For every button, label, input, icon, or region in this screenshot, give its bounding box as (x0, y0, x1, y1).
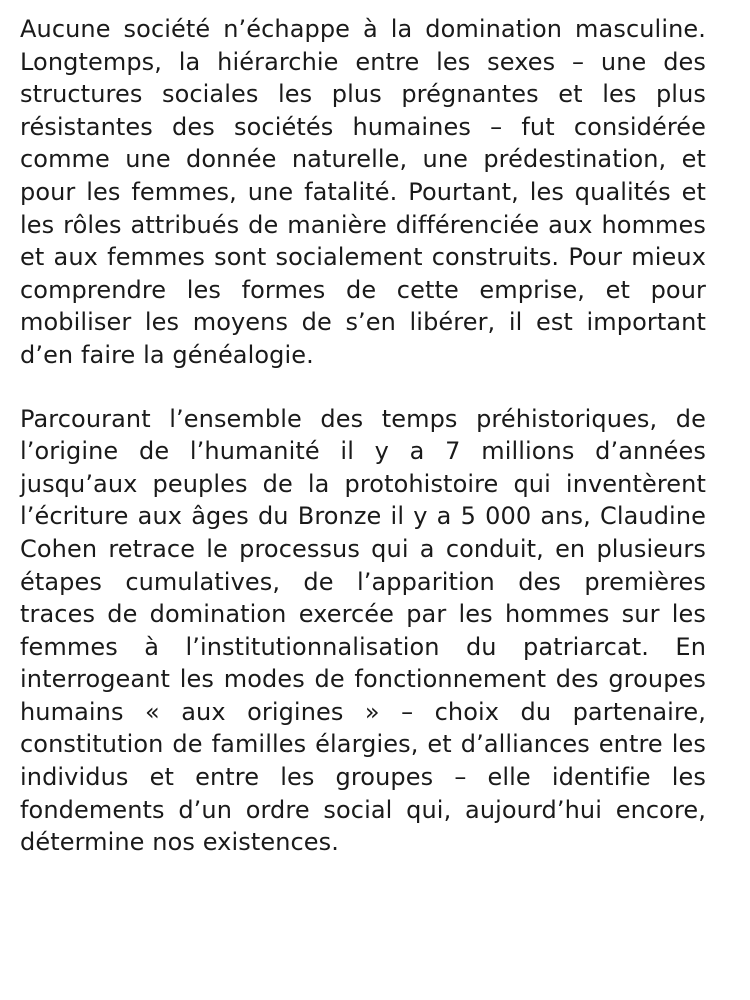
paragraph-summary: Parcourant l’ensemble des temps préhistoriques, de l’origine de l’humanité il y a 7 millions d’années jusqu’aux peuples de la protohistoire qui inventèrent l’écriture aux âges du Bronze il y a 5 000 ans, Claudine Cohen retrace le processus qui a conduit, en plusieurs étapes cumulatives, de l’apparition des premières traces de domination exercée par les hommes sur les femmes à l’institutionnalisation du patriarcat. En interrogeant les modes de fonctionnement des groupes humains « aux origines » – choix du partenaire, constitution de familles élargies, et d’alliances entre les individus et entre les groupes – elle identifie les fondements d’un ordre social qui, aujourd’hui encore, détermine nos existences. (20, 404, 706, 857)
paragraph-intro: Aucune société n’échappe à la domination masculine. Longtemps, la hiérarchie entre les sexes – une des structures sociales les plus prégnantes et les plus résistantes des sociétés humaines – fut considérée comme une donnée naturelle, une prédestination, et pour les femmes, une fatalité. Pourtant, les qualités et les rôles attribués de manière différenciée aux hommes et aux femmes sont socialement construits. Pour mieux comprendre les formes de cette emprise, et pour mobiliser les moyens de s’en libérer, il est important d’en faire la généalogie. (20, 15, 706, 369)
document-page (20, 13, 706, 859)
